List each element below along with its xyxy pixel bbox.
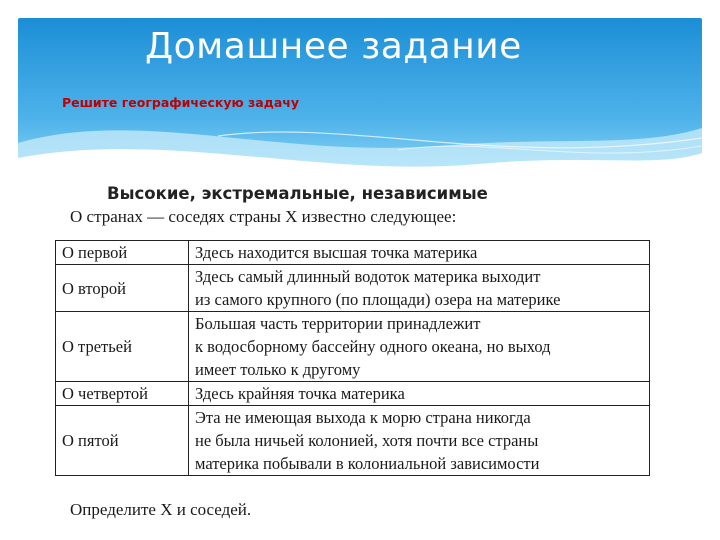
slide-title: Домашнее задание <box>145 26 522 67</box>
fact-line: материка побывали в колониальной зависимости <box>195 454 540 473</box>
fact-line: Здесь крайняя точка материка <box>195 384 405 403</box>
row-fact <box>189 406 650 476</box>
row-fact <box>189 241 650 265</box>
fact-line: не была ничьей колонией, хотя почти все страны <box>195 431 539 450</box>
fact-line: Здесь находится высшая точка материка <box>195 243 478 262</box>
row-fact <box>189 382 650 406</box>
table-row <box>56 312 650 382</box>
table-row <box>56 382 650 406</box>
fact-line: Большая часть территории принадлежит <box>195 314 481 333</box>
fact-line: имеет только к другому <box>195 360 361 379</box>
row-fact <box>189 312 650 382</box>
task-intro: О странах — соседях страны X известно следующее: <box>70 207 457 226</box>
table-row <box>56 241 650 265</box>
slide-subtitle: Решите географическую задачу <box>62 95 299 110</box>
row-label: О второй <box>56 265 189 312</box>
row-label: О первой <box>56 241 189 265</box>
table-row <box>56 265 650 312</box>
row-label: О четвертой <box>56 382 189 406</box>
task-sheet <box>55 178 655 528</box>
fact-line: из самого крупного (по площади) озера на материке <box>195 290 561 309</box>
fact-line: Здесь самый длинный водоток материка выходит <box>195 267 541 286</box>
task-heading: Высокие, экстремальные, независимые <box>107 184 488 203</box>
fact-line: к водосборному бассейну одного океана, но выход <box>195 337 551 356</box>
fact-line: Эта не имеющая выхода к морю страна никогда <box>195 408 531 427</box>
table-row <box>56 406 650 476</box>
task-question: Определите X и соседей. <box>70 500 252 519</box>
row-fact <box>189 265 650 312</box>
facts-table <box>55 240 650 476</box>
row-label: О пятой <box>56 406 189 476</box>
facts-table-body <box>56 241 650 476</box>
row-label: О третьей <box>56 312 189 382</box>
